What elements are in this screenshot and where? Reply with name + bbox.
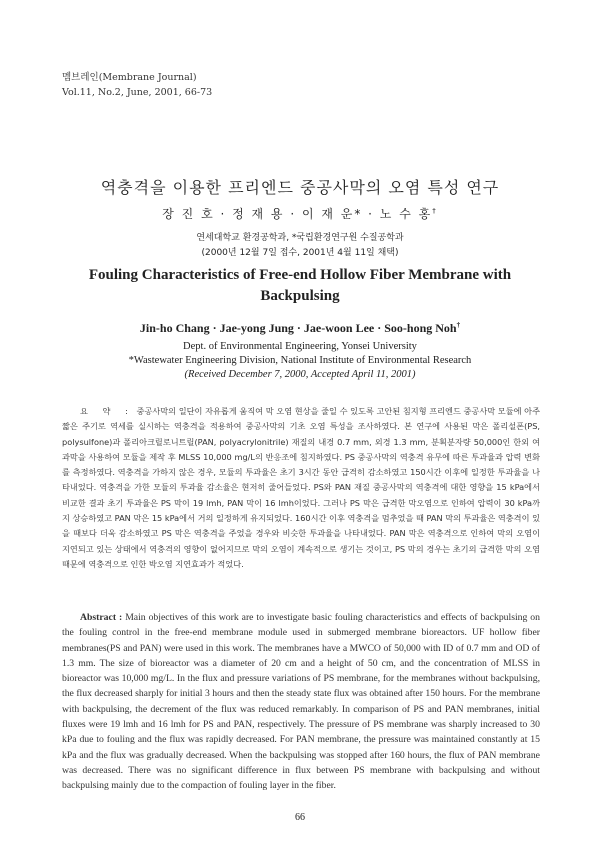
english-abstract-text: Main objectives of this work are to investigate basic fouling characteristics and effects of backpulsing on the fouling control in the free-end membrane module used in submerged membrane bioreactors. UF hollow fiber membranes(PS and PAN) were used in this work. The membranes have a MWCO of 50,000 with ID of 0.7 mm and OD of 1.3 mm. The size of bioreactor was a diameter of 20 cm and a height of 50 cm, and the concentration of MLSS in bioreactor was 10,000 mg/L. In the flux and pressure variations of PS membrane, for the membranes without backpulsing, the flux decreased sharply for initial 3 hours and then the steady state flux was obtained after 150 hours. For the membrane with backpulsing, the decrement of the flux was reduced remarkably. In comparison of PS and PAN membranes, initial fluxes were 19 lmh and 16 lmh for PS and PAN, respectively. The pressure of PS membrane was sharply increased to 30 kPa due to fouling and the flux was rapidly decreased. For PAN membrane, the pressure was maintained constantly at 15 kPa and the flux was gradually decreased. When the backpulsing was stopped after 160 hours, the flux of PAN membrane was decreased. There was no significant difference in flux between PS membrane with backpulsing and without backpulsing mainly due to the compaction of fouling layer in the fiber. <box>62 612 540 792</box>
english-affiliation-line1: Dept. of Environmental Engineering, Yonsei University <box>183 341 417 352</box>
english-affiliation-line2-text: Wastewater Engineering Division, National Institute of Environmental Research <box>133 355 472 366</box>
page-number: 66 <box>295 812 305 823</box>
english-authors <box>0 321 600 336</box>
english-affiliation <box>0 340 600 382</box>
journal-name: 멤브레인(Membrane Journal) <box>62 72 197 83</box>
english-received-dates: (Received December 7, 2000, Accepted April 11, 2001) <box>184 369 416 380</box>
journal-volume: Vol.11, No.2, June, 2001, 66-73 <box>62 87 213 98</box>
english-title: Fouling Characteristics of Free-end Hollow Fiber Membrane with Backpulsing <box>88 267 512 304</box>
korean-received-dates: (2000년 12월 7일 접수, 2001년 4월 11일 채택) <box>201 248 399 258</box>
corresponding-mark: † <box>432 207 438 215</box>
korean-title: 역충격을 이용한 프리엔드 중공사막의 오염 특성 연구 <box>100 178 500 197</box>
korean-affiliation-line1: 연세대학교 환경공학과, *국립환경연구원 수질공학과 <box>196 233 404 243</box>
korean-authors-text: 장 진 호 · 정 재 용 · 이 재 운* · 노 수 홍 <box>162 207 433 221</box>
korean-authors <box>0 205 600 222</box>
english-abstract-label: Abstract : <box>80 612 123 623</box>
english-abstract <box>62 610 540 794</box>
korean-abstract <box>62 404 540 572</box>
english-corresponding-mark: † <box>456 321 461 329</box>
korean-affiliation <box>0 231 600 261</box>
affiliation-mark: * <box>128 355 134 366</box>
journal-info <box>62 70 212 100</box>
english-authors-text: Jin-ho Chang · Jae-yong Jung · Jae-woon Lee · Soo-hong Noh <box>139 321 457 335</box>
korean-abstract-label: 요 약 : <box>80 406 134 416</box>
korean-abstract-text: 중공사막의 일단이 자유롭게 움직여 막 오염 현상을 줄일 수 있도록 고안된 침지형 프리엔드 중공사막 모듈에 아주 짧은 주기로 역세를 실시하는 역충격을 적용하여 중공사막의 기초 오염 특성을 조사하였다. 본 연구에 사용된 막은 폴리설폰(PS, polysulfone)과 폴리아크릴로니트릴(PAN, polyacrylonitrile) 재질의 내경 0.7 mm, 외경 1.3 mm, 분획분자량 50,000인 한외 여과막을 사용하여 모듈을 제작 후 MLSS 10,000 mg/L의 반응조에 침지하였다. PS 중공사막의 역충격 유무에 따른 투과율과 압력 변화를 측정하였다. 역충격을 가하지 않은 경우, 모듈의 투과율은 초기 3시간 동안 급격히 감소하였고 150시간 이후에 일정한 투과율을 나타내었다. 역충격을 가한 모듈의 투과율 감소율은 현저히 줄어들었다. PS와 PAN 재질 중공사막의 역충격에 대한 영향을 15 kPa에서 비교한 결과 초기 투과율은 PS 막이 19 lmh, PAN 막이 16 lmh이었다. 그러나 PS 막은 급격한 막오염으로 인하여 압력이 30 kPa까지 상승하였고 PAN 막은 15 kPa에서 거의 일정하게 유지되었다. 160시간 이후 역충격을 멈추었을 때 PAN 막의 투과율은 역충격이 있을 때보다 더욱 감소하였고 PS 막은 역충격을 주었을 경우와 비슷한 투과율을 나타내었다. PAN 막은 역충격으로 인하여 막의 오염이 지연되고 있는 상태에서 역충격의 영향이 없어지므로 막의 오염이 계속적으로 생기는 것이고, PS 막의 경우는 초기의 급격한 막의 오염 때문에 역충격으로 인한 박오염 지연효과가 적었다. <box>62 406 541 569</box>
english-affiliation-line2 <box>0 354 600 368</box>
